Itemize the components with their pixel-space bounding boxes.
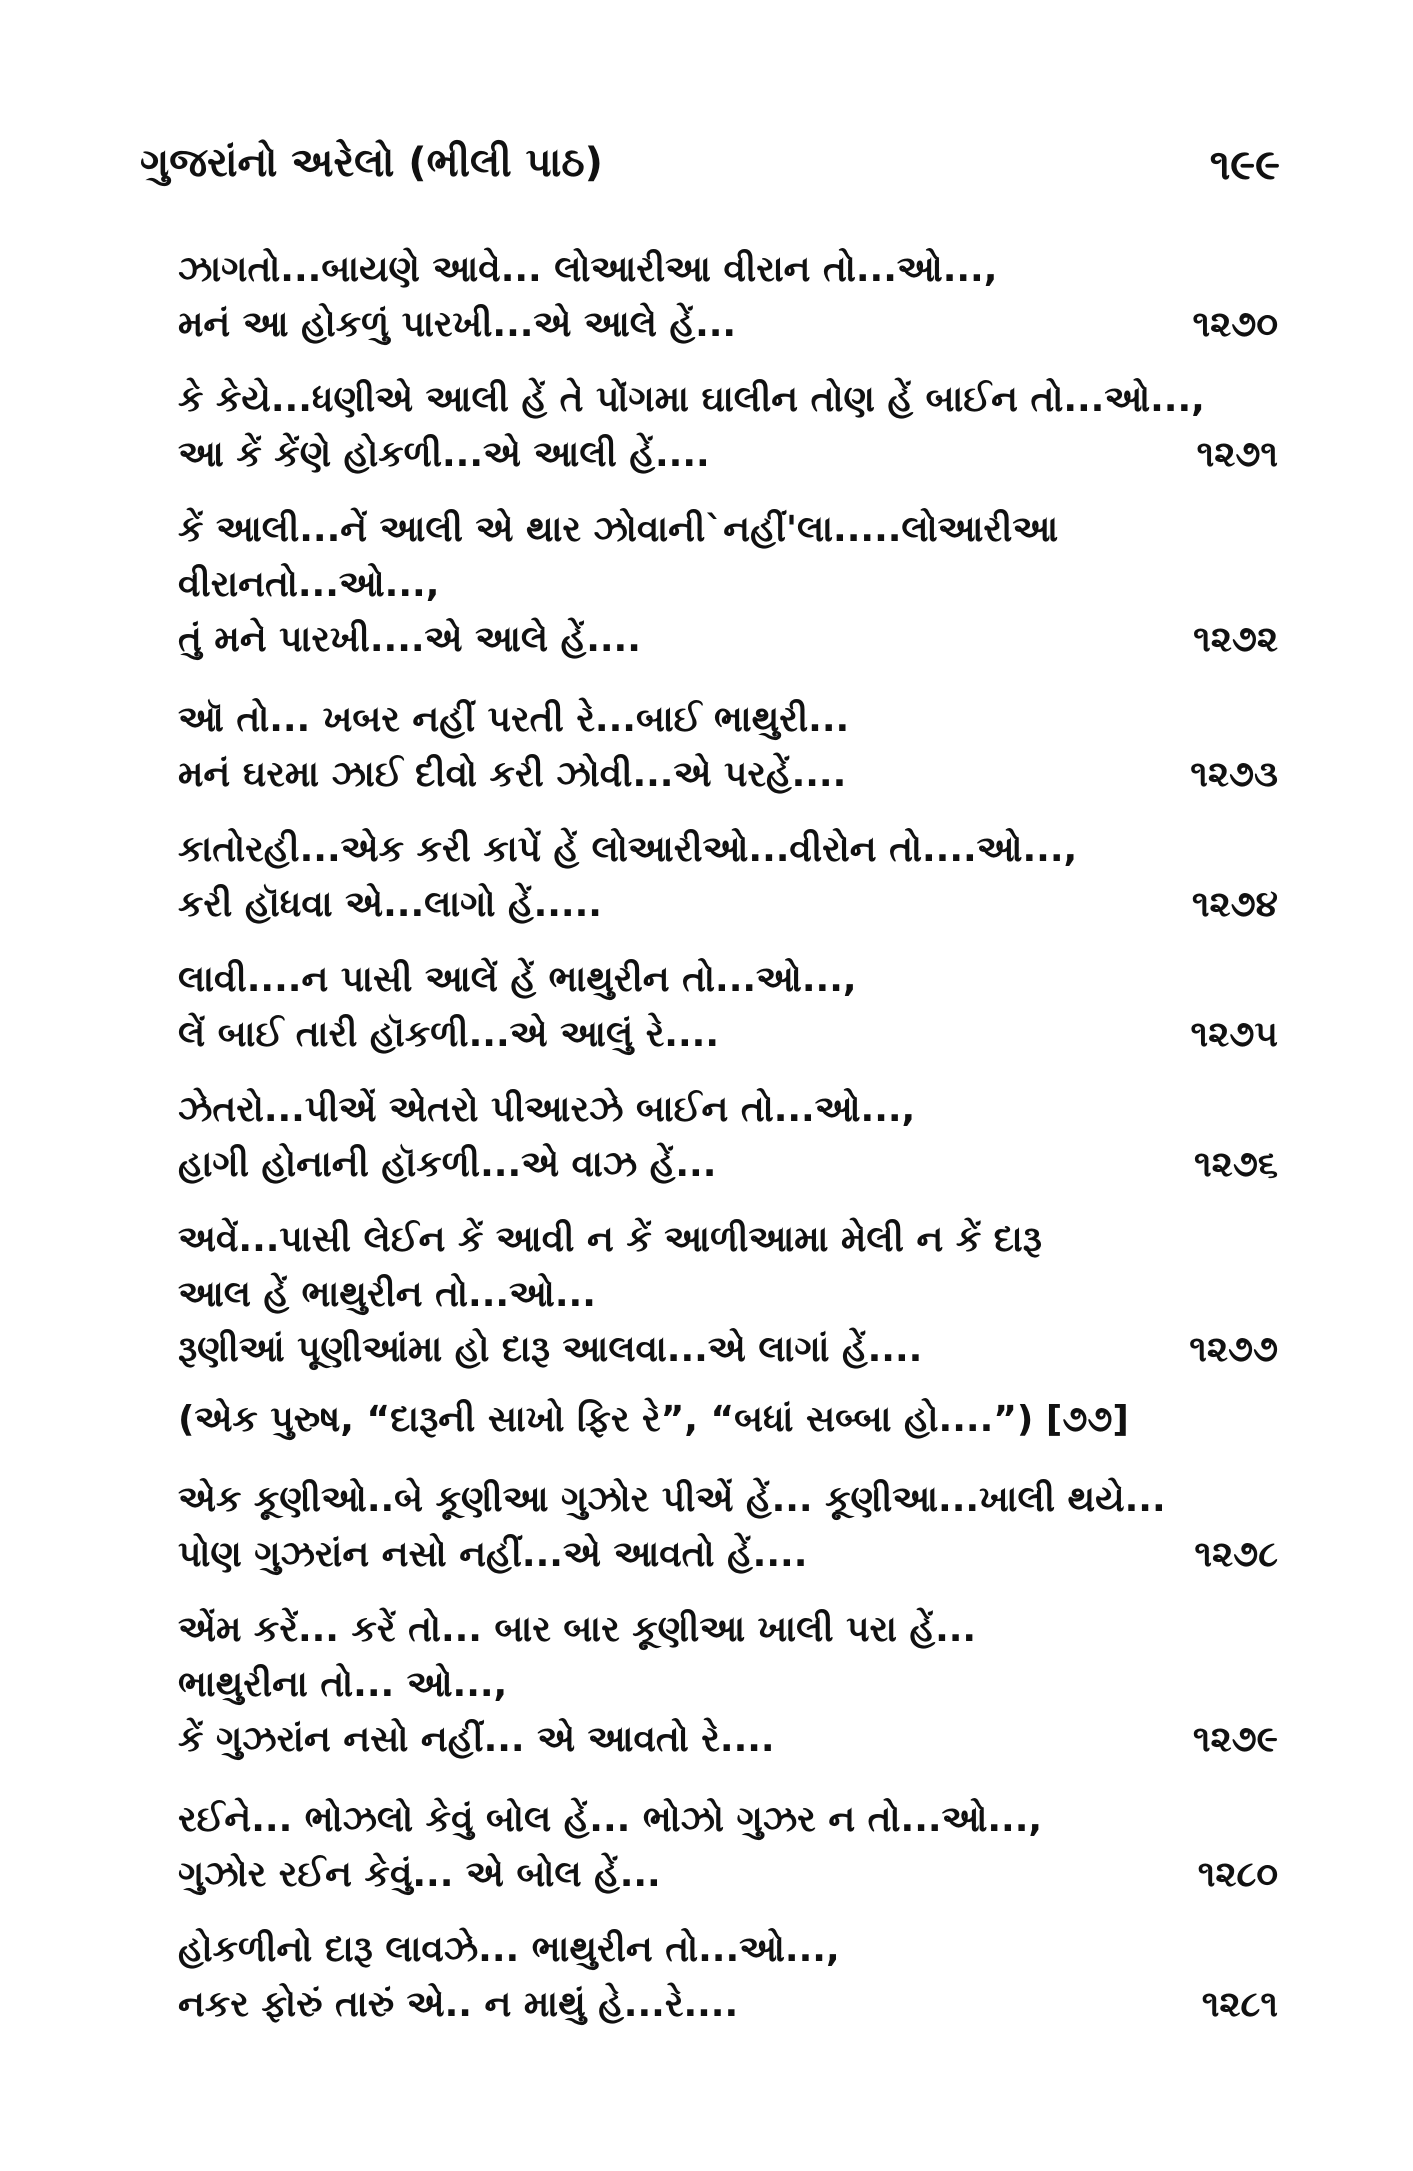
verse-text: ઝેતરો...પીએં એતરો પીઆરઝે બાઈન તો...ઓ..., (178, 1089, 916, 1130)
verse-text: વીરાનતો...ઓ..., (178, 564, 440, 605)
verse-number: ૧૨૭૪ (1191, 884, 1278, 925)
verse-text: તું મને પારખી....એ આલે હેં.... (178, 619, 641, 660)
verse-text: એક કૂણીઓ..બે કૂણીઆ ગુઝોર પીએં હેં... કૂણીઆ...ખાલી થયે... (178, 1479, 1166, 1520)
verse-number: ૧૨૭૩ (1190, 754, 1278, 795)
verse-text: કરી હૉધવા એ...લાગો હેં..... (178, 884, 602, 925)
verse-text: (એક પુરુષ, “દારૂની સાખો ફિર રે”, “બધાં સબ્બા હો....”) [૭૭] (178, 1399, 1129, 1440)
verse-text: રઈને... ભોઝલો કેવું બોલ હેં... ભોઝો ગુઝર ન તો...ઓ..., (178, 1799, 1043, 1840)
verse-number: ૧૨૭૮ (1194, 1534, 1278, 1575)
verse-line (178, 505, 1278, 555)
verse-line (178, 1795, 1278, 1845)
verse-text: લાવી....ન પાસી આલેં હેં ભાથુરીન તો...ઓ..., (178, 959, 857, 1000)
verse-line (178, 1715, 1278, 1765)
verse-text: આ કેં કેંણે હોકળી...એ આલી હેં.... (178, 434, 710, 475)
verse-line (178, 1325, 1278, 1375)
verse-text: હોકળીનો દારૂ લાવઝે... ભાથુરીન તો...ઓ..., (178, 1929, 840, 1970)
verse-number: ૧૨૭૬ (1194, 1144, 1278, 1185)
verse-line (178, 430, 1278, 480)
stage-direction (178, 1395, 1278, 1445)
verse-line (178, 1140, 1278, 1190)
verse-text: આલ હેં ભાથુરીન તો...ઓ... (178, 1274, 596, 1315)
verse-line (178, 1530, 1278, 1580)
verse-line (178, 880, 1278, 930)
verse-line (178, 955, 1278, 1005)
verse-text: ઝાગતો...બાયણે આવે... લોઆરીઆ વીરાન તો...ઓ..., (178, 249, 998, 290)
verse-line (178, 1660, 1278, 1710)
verse-line (178, 750, 1278, 800)
verse-number: ૧૨૮૧ (1201, 1984, 1278, 2025)
verse-number: ૧૨૭૯ (1192, 1719, 1278, 1760)
verse-text: કે કેયે...ધણીએ આલી હેં તે પોંગમા ઘાલીન તોણ હેં બાઈન તો...ઓ..., (178, 379, 1205, 420)
verse-line (178, 1475, 1278, 1525)
verse-text: મનં ઘરમા ઝાઈ દીવો કરી ઝોવી...એ પરહેં.... (178, 754, 847, 795)
page-number: ૧૯૯ (1209, 140, 1280, 189)
verse-line (178, 1215, 1278, 1265)
verse-text: ઑ તો... ખબર નહીં પરતી રે...બાઈ ભાથુરી... (178, 699, 850, 740)
verse-text: કેં આલી...નેં આલી એ થાર ઝોવાની`નહીં'લા.....લોઆરીઆ (178, 509, 1059, 550)
verse-line (178, 1010, 1278, 1060)
verse-text: અવેં...પાસી લેઈન કેં આવી ન કેં આળીઆમા મેલી ન કેં દારૂ (178, 1219, 1042, 1260)
verse-text: લેં બાઈ તારી હૉકળી...એ આલું રે.... (178, 1014, 720, 1055)
verse-line (178, 245, 1278, 295)
verse-text: કાતોરહી...એક કરી કાપેં હેં લોઆરીઓ...વીરોન તો....ઓ..., (178, 829, 1078, 870)
verse-text: ગુઝોર રઈન કેવું... એ બોલ હેં... (178, 1854, 661, 1895)
page-header (140, 140, 1280, 210)
verse-line (178, 1085, 1278, 1135)
verse-line (178, 615, 1278, 665)
verse-line (178, 1850, 1278, 1900)
verse-text: પોણ ગુઝરાંન નસો નહીં...એ આવતો હેં.... (178, 1534, 808, 1575)
verse-text: મનં આ હોકળું પારખી...એ આલે હેં... (178, 304, 737, 345)
verse-number: ૧૨૭૫ (1190, 1014, 1278, 1055)
verse-number: ૧૨૭૨ (1193, 619, 1278, 660)
verse-text: એંમ કરેં... કરેં તો... બાર બાર કૂણીઆ ખાલી પરા હેં... (178, 1609, 977, 1650)
verse-text: ભાથુરીના તો... ઓ..., (178, 1664, 508, 1705)
verse-line (178, 825, 1278, 875)
verse-number: ૧૨૮૦ (1197, 1854, 1278, 1895)
verse-line (178, 375, 1278, 425)
verse-line (178, 695, 1278, 745)
verse-text: કેં ગુઝરાંન નસો નહીં... એ આવતો રે.... (178, 1719, 775, 1760)
verse-number: ૧૨૭૧ (1196, 434, 1278, 475)
verse-line (178, 1980, 1278, 2030)
verse-line (178, 560, 1278, 610)
verse-line (178, 1925, 1278, 1975)
verse-number: ૧૨૭૦ (1192, 304, 1278, 345)
verse-text: નકર ફોરું તારું એ.. ન માથું હે...રે.... (178, 1984, 739, 2025)
verse-number: ૧૨૭૭ (1189, 1329, 1278, 1370)
verse-line (178, 1605, 1278, 1655)
verse-text: રૂણીઆં પૂણીઆંમા હો દારૂ આલવા...એ લાગાં હેં.... (178, 1329, 923, 1370)
verse-line (178, 1270, 1278, 1320)
verse-line (178, 300, 1278, 350)
verse-text: હાગી હોનાની હૉકળી...એ વાઝ હેં... (178, 1144, 717, 1185)
running-title: ગુજરાંનો અરેલો (ભીલી પાઠ) (140, 140, 603, 186)
